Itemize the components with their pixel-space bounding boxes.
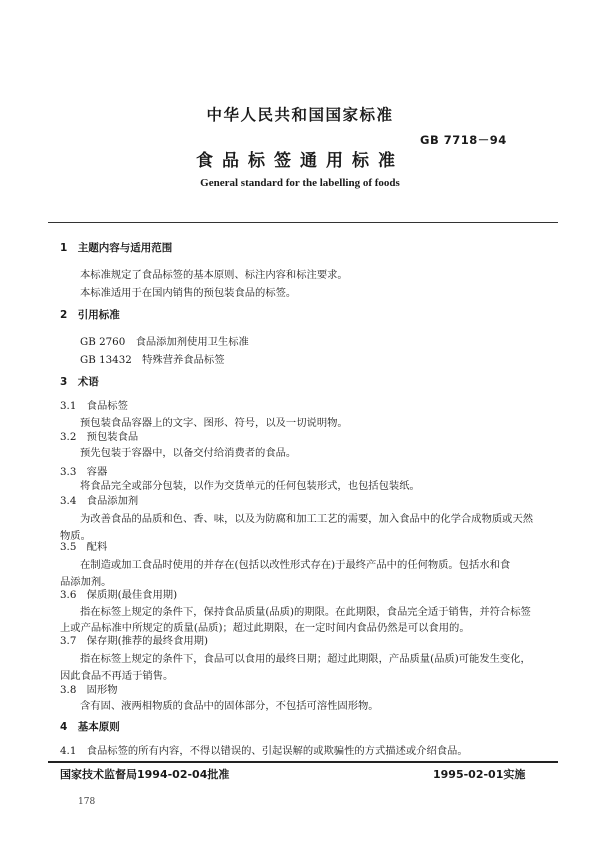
implementation-date: 1995-02-01实施 [433,768,526,781]
term-body: 为改善食品的品质和色、香、味，以及为防腐和加工工艺的需要，加入食品中的化学合成物质或天然 [80,513,534,525]
term-body: 在制造或加工食品时使用的并存在(包括以改性形式存在)于最终产品中的任何物质。包括水和食 [80,559,511,571]
term-body: 指在标签上规定的条件下，食品可以食用的最终日期；超过此期限，产品质量(品质)可能发生变化， [80,653,531,665]
title-chinese: 食品标签通用标准 [196,151,404,171]
section-4-paragraph: 4.1 食品标签的所有内容，不得以错误的、引起误解的或欺骗性的方式描述或介绍食品。 [60,745,468,757]
footer-divider [48,761,558,763]
top-divider [48,222,558,223]
term-body: 预包装食品容器上的文字、图形、符号，以及一切说明物。 [80,417,348,429]
section-2-heading: 2 引用标准 [60,309,120,321]
title-english: General standard for the labelling of foods [200,177,400,189]
term-body: 将食品完全或部分包装，以作为交货单元的任何包装形式，也包括包装纸。 [80,480,420,492]
term-title: 3.7 保存期(推荐的最终食用期) [60,635,208,647]
term-body: 含有固、液两相物质的食品中的固体部分，不包括可溶性固形物。 [80,700,379,712]
term-title: 3.8 固形物 [60,684,118,696]
standard-code: GB 7718－94 [420,133,507,147]
approval-text: 国家技术监督局1994-02-04批准 [60,768,230,781]
term-body: 指在标签上规定的条件下，保持食品质量(品质)的期限。在此期限，食品完全适于销售，并符合标签 [80,606,531,618]
term-title: 3.2 预包装食品 [60,431,139,443]
section-1-paragraph: 本标准规定了食品标签的基本原则、标注内容和标注要求。 [80,269,348,281]
reference-item: GB 13432 特殊营养食品标签 [80,354,225,366]
section-1-paragraph: 本标准适用于在国内销售的预包装食品的标签。 [80,287,297,299]
term-body: 预先包装于容器中，以备交付给消费者的食品。 [80,447,297,459]
term-title: 3.6 保质期(最佳食用期) [60,589,178,601]
term-title: 3.4 食品添加剂 [60,495,139,507]
section-1-heading: 1 主题内容与适用范围 [60,242,173,254]
section-3-heading: 3 术语 [60,376,99,388]
term-body: 因此食品不再适于销售。 [60,670,174,682]
term-title: 3.5 配料 [60,541,108,553]
term-body: 品添加剂。 [60,576,112,588]
term-body: 上或产品标准中所规定的质量(品质)；超过此期限，在一定时间内食品仍然是可以食用的。 [60,622,470,634]
term-title: 3.1 食品标签 [60,400,128,412]
term-body: 物质。 [60,530,91,542]
reference-item: GB 2760 食品添加剂使用卫生标准 [80,336,249,348]
national-standard-heading: 中华人民共和国国家标准 [206,106,394,124]
term-title: 3.3 容器 [60,466,108,478]
section-4-heading: 4 基本原则 [60,721,120,733]
page-number: 178 [78,797,96,807]
